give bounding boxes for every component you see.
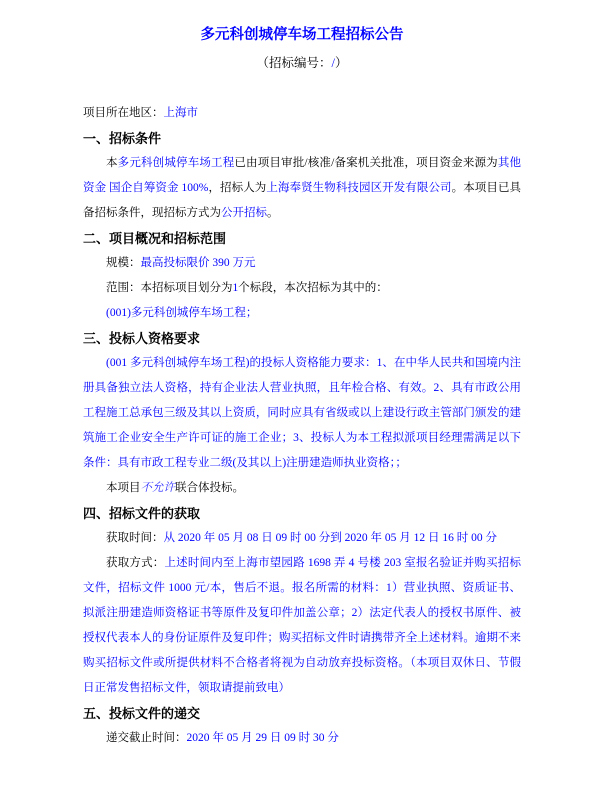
acquisition-method-paragraph xyxy=(83,551,521,701)
submission-deadline-highlight: 2020 年 05 月 29 日 09 时 30 分 xyxy=(186,732,339,744)
section-heading-bid-submission: 五、投标文件的递交 xyxy=(83,706,201,721)
qualification-requirements-highlight: (001 多元科创城停车场工程)的投标人资格能力要求：1、在中华人民共和国境内注册具备独立法人资格，持有企业法人营业执照，且年检合格、有效。2、具有市政公用工程施工总承包三级及其以上资质，同时应具有省级或以上建设行政主管部门颁发的建筑施工企业安全生产许可证的施工企业；3、投标人为本工程拟派项目经理需满足以下条件：具有市政工程专业二级(及其以上)注册建造师执业资格；； xyxy=(83,357,521,469)
text-segment: ，招标人为 xyxy=(208,182,267,194)
submission-deadline-label: 递交截止时间： xyxy=(106,732,187,744)
tender-conditions-paragraph xyxy=(83,151,521,226)
acquisition-time-highlight: 从 2020 年 05 月 08 日 09 时 00 分到 2020 年 05 月 12 日 16 时 00 分 xyxy=(163,532,497,544)
submission-deadline-line xyxy=(83,726,521,751)
project-location-label: 项目所在地区： xyxy=(83,107,164,119)
acquisition-method-label: 获取方式： xyxy=(106,557,165,569)
project-location-value: 上海市 xyxy=(163,107,198,119)
section-heading-tender-conditions: 一、招标条件 xyxy=(83,131,162,146)
text-segment: 联合体投标。 xyxy=(175,482,244,494)
lot-name-highlight: (001)多元科创城停车场工程； xyxy=(106,307,258,319)
project-location-line xyxy=(83,101,521,126)
section-heading-document-acquisition: 四、招标文件的获取 xyxy=(83,506,201,521)
section-heading-bidder-qualification: 三、投标人资格要求 xyxy=(83,331,201,346)
lot-count-highlight: 1 xyxy=(232,282,239,294)
scope-text: 范围：本招标项目划分为 xyxy=(106,282,233,294)
tender-number-value: / xyxy=(331,56,335,70)
text-segment: 。本项目已具备招标条件，现招标方式为 xyxy=(83,182,522,219)
bidder-qualification-paragraph xyxy=(83,351,521,476)
text-segment: 已由项目审批/核准/备案机关批准，项目资金来源为 xyxy=(234,157,498,169)
acquisition-method-highlight: 上述时间内至上海市望园路 1698 弄 4 号楼 203 室报名验证并购买招标文件，招标文件 1000 元/本，售后不退。报名所需的材料：1）营业执照、资质证书、拟派注册建造师资格证书等原件及复印件加盖公章；2）法定代表人的授权书原件、被授权代表本人的身份证原件及复印件；购买招标文件时请携带齐全上述材料。逾期不来购买招标文件或所提供材料不合格者将视为自动放弃投标资格。（本项目双休日、节假日正常发售招标文件，领取请提前致电） xyxy=(83,557,522,694)
text-segment: 。 xyxy=(267,207,279,219)
project-scope-line xyxy=(83,276,521,301)
not-allowed-highlight: 不允许 xyxy=(140,482,175,494)
scale-value-highlight: 最高投标限价 390 万元 xyxy=(140,257,256,269)
text-segment: 本项目 xyxy=(106,482,141,494)
scale-label: 规模： xyxy=(106,257,141,269)
scope-text: 个标段，本次招标为其中的： xyxy=(238,282,388,294)
funding-source-highlight: 其他资金 国企自筹资金 100% xyxy=(83,157,522,194)
text-segment: 本 xyxy=(106,157,118,169)
tender-number-suffix: ） xyxy=(334,56,348,70)
acquisition-time-line xyxy=(83,526,521,551)
joint-venture-line xyxy=(83,476,521,501)
project-scale-line xyxy=(83,251,521,276)
tender-number-prefix: （招标编号： xyxy=(256,56,332,70)
lot-name-line xyxy=(83,301,521,326)
section-heading-project-overview: 二、项目概况和招标范围 xyxy=(83,231,227,246)
acquisition-time-label: 获取时间： xyxy=(106,532,164,544)
tenderer-name-highlight: 上海奉贤生物科技园区开发有限公司 xyxy=(266,182,452,194)
tender-number-line xyxy=(83,49,521,77)
document-body xyxy=(83,101,521,751)
project-name-highlight: 多元科创城停车场工程 xyxy=(117,157,235,169)
tender-method-highlight: 公开招标 xyxy=(221,207,267,219)
document-title: 多元科创城停车场工程招标公告 xyxy=(200,27,404,43)
